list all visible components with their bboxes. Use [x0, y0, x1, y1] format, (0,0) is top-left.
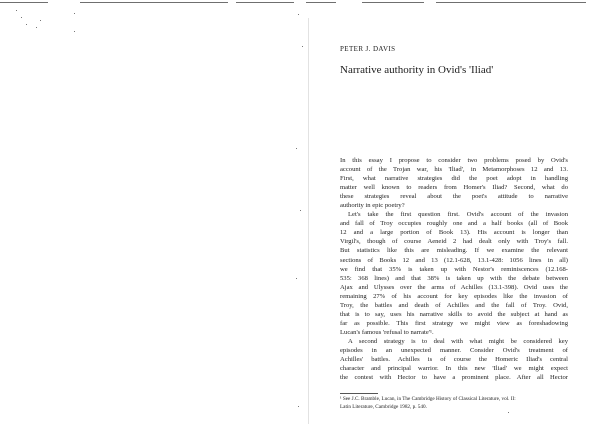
article-title: Narrative authority in Ovid's 'Iliad' — [340, 64, 494, 76]
author-name: PETER J. DAVIS — [340, 45, 396, 53]
scan-speck — [40, 20, 41, 21]
scan-speck — [298, 14, 299, 15]
body-line: Ajax and Ulysses over the arms of Achilles (13.1-398). Ovid uses the — [340, 283, 568, 291]
body-line: these strategies reveal about the poet's attitude to narrative — [340, 193, 568, 201]
scan-speck — [300, 210, 301, 211]
scan-edge-line-1 — [0, 2, 48, 3]
scan-speck — [21, 17, 22, 18]
body-line: we find that 35% is taken up with Nestor's reminiscences (12.168- — [340, 265, 568, 273]
body-line: the contest with Hector to have a prominent place. After all Hector — [340, 374, 568, 382]
scan-edge-line-4 — [306, 2, 336, 3]
body-line: In this essay I propose to consider two problems posed by Ovid's — [340, 157, 568, 164]
body-line: 12 and a large portion of Book 13). His account is longer than — [340, 229, 568, 237]
footnote — [340, 396, 568, 411]
body-line: Virgil's, though of course Aeneid 2 had dealt only with Troy's fall. — [340, 238, 568, 246]
body-line: that is to say, uses his narrative skills to avoid the subject at hand as — [340, 310, 568, 318]
scan-speck — [298, 406, 299, 407]
body-line: Let's take the first question first. Ovid's account of the invasion — [348, 211, 568, 219]
scan-speck — [16, 10, 17, 11]
scan-speck — [26, 24, 27, 25]
scan-speck — [302, 46, 303, 47]
body-line: and fall of Troy occupies roughly one and a half books (all of Book — [340, 220, 568, 228]
body-line: Lucan's famous 'refusal to narrate'¹. — [340, 328, 434, 336]
scan-edge-line-2 — [80, 2, 228, 3]
body-line: Achilles' battles. Achilles is of course the Homeric Iliad's central — [340, 356, 568, 364]
body-line: First, what narrative strategies did the poet adopt in handling — [340, 175, 568, 183]
scan-speck — [508, 412, 509, 413]
body-line: far as possible. This first strategy we might view as foreshadowing — [340, 319, 568, 327]
page-gutter — [308, 18, 309, 424]
body-line: matter well known to readers from Homer's Iliad? Second, what do — [340, 184, 568, 192]
body-line: 535: 368 lines) and that 38% is taken up with the debate between — [340, 274, 568, 282]
body-line: sections of Books 12 and 13 (12.1-628, 13.1-428: 1056 lines in all) — [340, 256, 568, 264]
body-text — [340, 156, 568, 382]
scan-speck — [296, 148, 297, 149]
body-line: authority in epic poetry? — [340, 202, 405, 210]
scan-edge-line-6 — [436, 2, 586, 3]
scan-speck — [296, 278, 297, 279]
body-line: episodes in an unexpected manner. Consider Ovid's treatment of — [340, 346, 568, 354]
body-line: account of the Trojan war, his 'Iliad', in Metamorphoses 12 and 13. — [340, 166, 568, 174]
body-line: Troy, the battles and death of Achilles and the fall of Troy. Ovid, — [340, 301, 568, 309]
footnote-rule — [340, 393, 378, 394]
scan-edge-line-3 — [236, 2, 294, 3]
body-line: But statistics like this are misleading. If we examine the relevant — [340, 247, 568, 255]
body-line: remaining 27% of his account for key episodes like the invasion of — [340, 292, 568, 300]
body-line: character and principal warrior. In this new 'Iliad' we might expect — [340, 365, 568, 373]
scan-speck — [74, 13, 75, 14]
body-line: A second strategy is to deal with what might be considered key — [348, 337, 568, 345]
scan-speck — [74, 31, 75, 32]
scan-speck — [36, 27, 37, 28]
scan-edge-line-5 — [362, 2, 424, 3]
footnote-line: Latin Literature, Cambridge 1982, p. 540. — [340, 403, 427, 410]
footnote-line: ¹ See J.C. Bramble, Lucan, in The Cambridge History of Classical Literature, vol. II: — [340, 396, 516, 402]
